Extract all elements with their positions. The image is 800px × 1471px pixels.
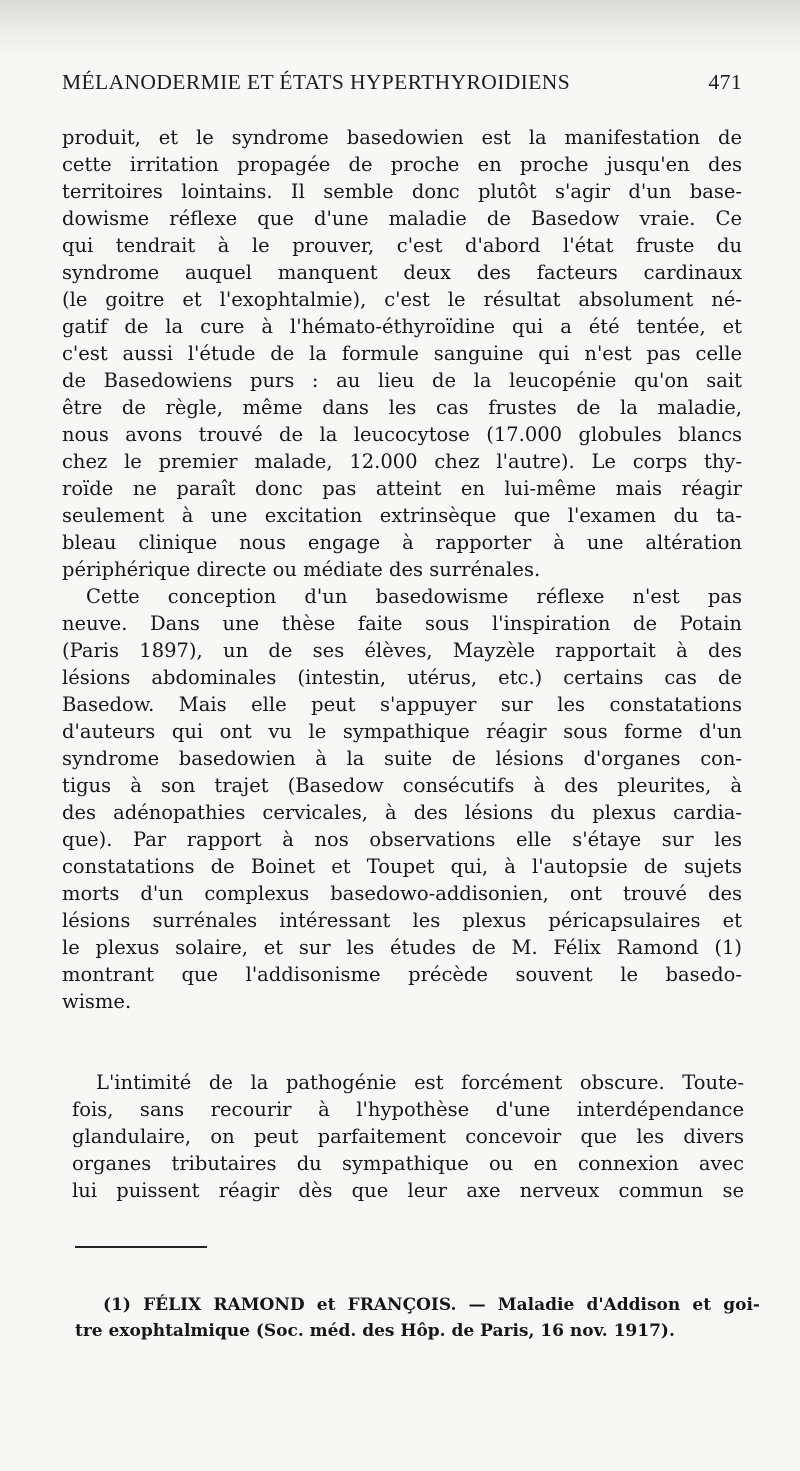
main-text — [62, 124, 742, 1015]
paragraph-1 — [62, 124, 742, 583]
footnote — [75, 1292, 760, 1344]
text-line: roïde ne paraît donc pas atteint en lui-même mais réagir — [62, 477, 742, 500]
text-line: tigus à son trajet (Basedow consécutifs à des pleurites, à — [62, 774, 742, 797]
text-line: lui puissent réagir dès que leur axe nerveux commun se — [72, 1179, 744, 1202]
running-title: MÉLANODERMIE ET ÉTATS HYPERTHYROIDIENS — [62, 70, 571, 94]
text-line: lésions abdominales (intestin, utérus, etc.) certains cas de — [62, 666, 742, 689]
text-line: L'intimité de la pathogénie est forcément obscure. Toute- — [96, 1071, 744, 1094]
page-number: 471 — [708, 70, 742, 94]
text-line: wisme. — [62, 990, 132, 1013]
text-line: syndrome basedowien à la suite de lésions d'organes con- — [62, 747, 742, 770]
text-line: constatations de Boinet et Toupet qui, à l'autopsie de sujets — [62, 855, 742, 878]
text-line: gatif de la cure à l'hémato-éthyroïdine qui a été tentée, et — [62, 315, 742, 338]
text-line: que). Par rapport à nos observations elle s'étaye sur les — [62, 828, 742, 851]
text-line: chez le premier malade, 12.000 chez l'autre). Le corps thy- — [62, 450, 742, 473]
paragraph-3 — [72, 1069, 744, 1204]
text-line: qui tendrait à le prouver, c'est d'abord l'état fruste du — [62, 234, 742, 257]
text-line: d'auteurs qui ont vu le sympathique réagir sous forme d'un — [62, 720, 742, 743]
text-line: être de règle, même dans les cas frustes de la maladie, — [62, 396, 742, 419]
text-line: produit, et le syndrome basedowien est la manifestation de — [62, 126, 742, 149]
footnote-line: (1) FÉLIX RAMOND et FRANÇOIS. — Maladie d'Addison et goi- — [103, 1295, 760, 1315]
text-line: morts d'un complexus basedowo-addisonien, ont trouvé des — [62, 882, 742, 905]
text-line: organes tributaires du sympathique ou en connexion avec — [72, 1152, 744, 1175]
text-line: seulement à une excitation extrinsèque que l'examen du ta- — [62, 504, 742, 527]
text-line: dowisme réflexe que d'une maladie de Basedow vraie. Ce — [62, 207, 742, 230]
text-line: Basedow. Mais elle peut s'appuyer sur les constatations — [62, 693, 742, 716]
text-line: (Paris 1897), un de ses élèves, Mayzèle rapportait à des — [62, 639, 742, 662]
text-line: neuve. Dans une thèse faite sous l'inspiration de Potain — [62, 612, 742, 635]
text-line: cette irritation propagée de proche en proche jusqu'en des — [62, 153, 742, 176]
text-line: de Basedowiens purs : au lieu de la leucopénie qu'on sait — [62, 369, 742, 392]
text-line: (le goitre et l'exophtalmie), c'est le résultat absolument né- — [62, 288, 742, 311]
text-line: montrant que l'addisonisme précède souvent le basedo- — [62, 963, 742, 986]
text-line: territoires lointains. Il semble donc plutôt s'agir d'un base- — [62, 180, 742, 203]
text-line: syndrome auquel manquent deux des facteurs cardinaux — [62, 261, 742, 284]
text-line: des adénopathies cervicales, à des lésions du plexus cardia- — [62, 801, 742, 824]
text-line: périphérique directe ou médiate des surrénales. — [62, 558, 541, 581]
text-line: fois, sans recourir à l'hypothèse d'une interdépendance — [72, 1098, 744, 1121]
paragraph-2 — [62, 583, 742, 1015]
text-line: glandulaire, on peut parfaitement concevoir que les divers — [72, 1125, 744, 1148]
text-line: lésions surrénales intéressant les plexus péricapsulaires et — [62, 909, 742, 932]
running-head — [62, 70, 742, 104]
text-line: Cette conception d'un basedowisme réflexe n'est pas — [86, 585, 742, 608]
text-line: nous avons trouvé de la leucocytose (17.000 globules blancs — [62, 423, 742, 446]
footnote-line: tre exophtalmique (Soc. méd. des Hôp. de Paris, 16 nov. 1917). — [75, 1321, 675, 1341]
text-line: bleau clinique nous engage à rapporter à une altération — [62, 531, 742, 554]
text-line: c'est aussi l'étude de la formule sanguine qui n'est pas celle — [62, 342, 742, 365]
footnote-rule — [75, 1246, 207, 1248]
text-line: le plexus solaire, et sur les études de M. Félix Ramond (1) — [62, 936, 742, 959]
